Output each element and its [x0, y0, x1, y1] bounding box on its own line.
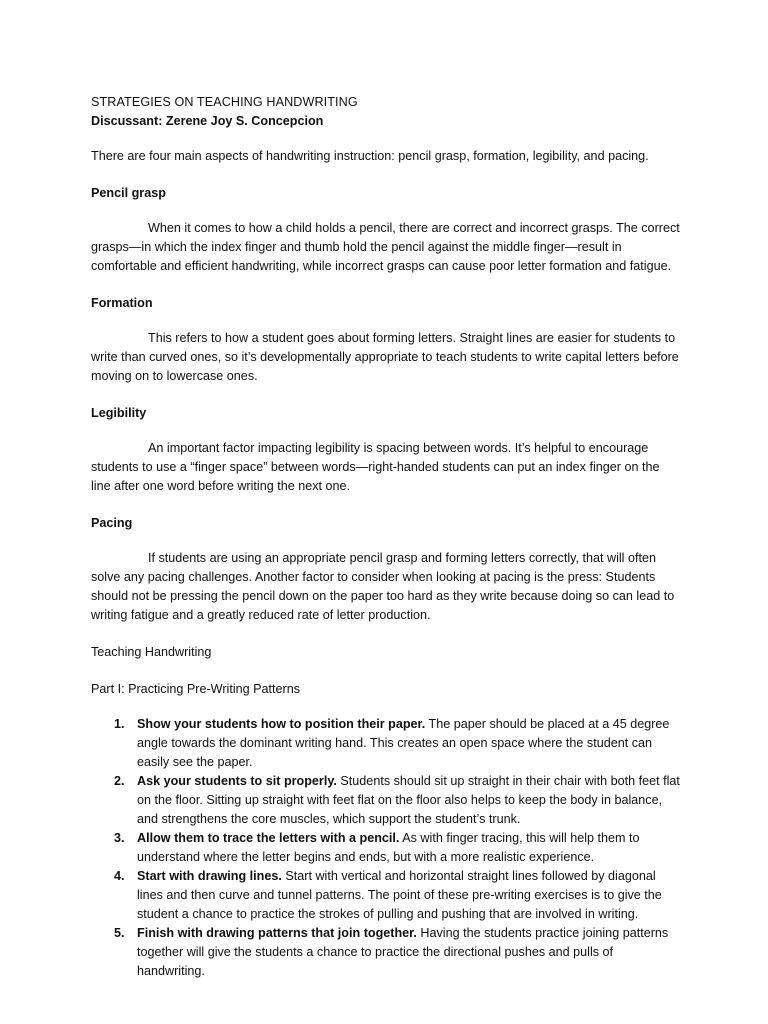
list-item — [91, 924, 681, 981]
list-item-text: As with finger tracing, this will help them to understand where the letter begins and ends, but with a more realistic experience. — [137, 831, 640, 864]
document-title: STRATEGIES ON TEACHING HANDWRITING — [91, 95, 358, 109]
section-heading-legibility: Legibility — [91, 406, 147, 420]
list-item-lead: Allow them to trace the letters with a pencil. — [137, 831, 400, 845]
section-body-pencil-grasp: When it comes to how a child holds a pencil, there are correct and incorrect grasps. The correct grasps—in which the index finger and thumb hold the pencil against the middle finger—result in comfortable and efficient handwriting, while incorrect grasps can cause poor letter formation and fatigue. — [91, 221, 680, 273]
list-item-text: The paper should be placed at a 45 degree angle towards the dominant writing hand. This creates an open space where the student can easily see the paper. — [137, 717, 670, 769]
steps-list — [91, 715, 681, 981]
list-item-lead: Finish with drawing patterns that join together. — [137, 926, 417, 940]
list-item — [91, 829, 681, 867]
list-item-lead: Ask your students to sit properly. — [137, 774, 337, 788]
part-1-heading: Part I: Practicing Pre-Writing Patterns — [91, 682, 301, 696]
discussant-line: Discussant: Zerene Joy S. Concepcion — [91, 114, 324, 128]
list-item-text: Students should sit up straight in their chair with both feet flat on the floor. Sitting up straight with feet flat on the floor also helps to keep the body in balance, and strengthens the core muscles, which support the student’s trunk. — [137, 774, 680, 826]
section-body-legibility: An important factor impacting legibility is spacing between words. It’s helpful to encourage students to use a “finger space” between words—right-handed students can put an index finger on the line after one word before writing the next one. — [91, 441, 660, 493]
list-number: 3. — [114, 831, 125, 845]
list-item — [91, 867, 681, 924]
list-item-text: Start with vertical and horizontal straight lines followed by diagonal lines and then curve and tunnel patterns. The point of these pre-writing exercises is to give the student a chance to practice the strokes of pulling and pushing that are involved in writing. — [137, 869, 662, 921]
section-heading-formation: Formation — [91, 296, 153, 310]
list-item-lead: Start with drawing lines. — [137, 869, 282, 883]
document-body — [91, 93, 681, 981]
list-item — [91, 715, 681, 772]
list-number: 1. — [114, 717, 125, 731]
list-item — [91, 772, 681, 829]
teaching-handwriting-heading: Teaching Handwriting — [91, 645, 212, 659]
intro-paragraph: There are four main aspects of handwriting instruction: pencil grasp, formation, legibility, and pacing. — [91, 149, 649, 163]
section-body-formation: This refers to how a student goes about forming letters. Straight lines are easier for students to write than curved ones, so it’s developmentally appropriate to teach students to write capital letters before moving on to lowercase ones. — [91, 331, 679, 383]
section-heading-pacing: Pacing — [91, 516, 133, 530]
list-number: 4. — [114, 869, 125, 883]
section-heading-pencil-grasp: Pencil grasp — [91, 186, 166, 200]
list-item-text: Having the students practice joining patterns together will give the students a chance to practice the directional pushes and pulls of handwriting. — [137, 926, 669, 978]
section-body-pacing: If students are using an appropriate pencil grasp and forming letters correctly, that will often solve any pacing challenges. Another factor to consider when looking at pacing is the press: Students should not be pressing the pencil down on the paper too hard as they write because doing so can lead to writing fatigue and a greatly reduced rate of letter production. — [91, 551, 675, 622]
list-item-lead: Show your students how to position their paper. — [137, 717, 426, 731]
list-number: 5. — [114, 926, 125, 940]
list-number: 2. — [114, 774, 125, 788]
